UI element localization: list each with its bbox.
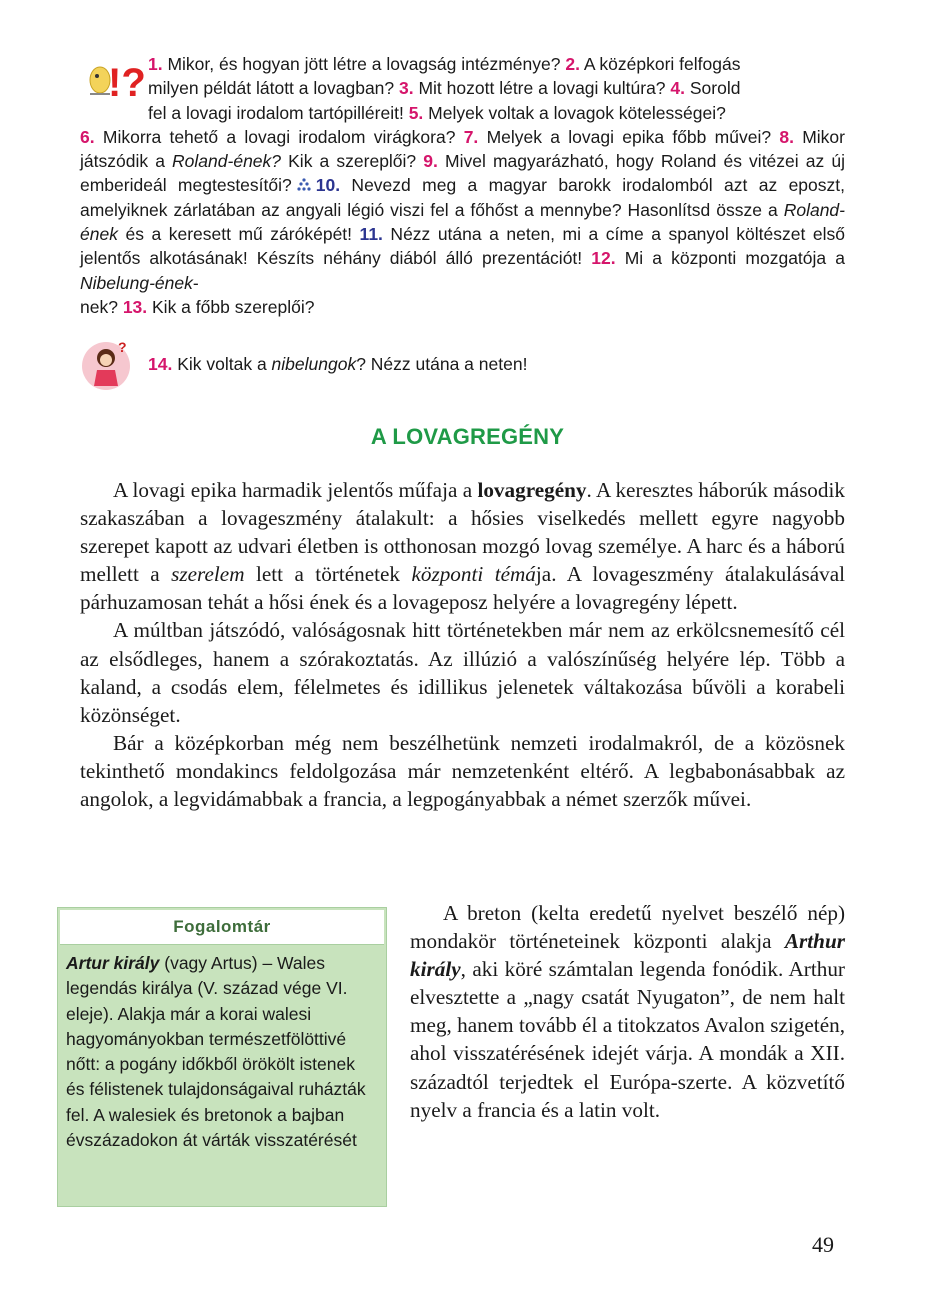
question-text: Nézz utána a neten, mi a címe a spanyol költészet első jelentős alkotásának! Készíts néhány diából álló prezentációt! bbox=[80, 224, 845, 269]
question-text: Mikor, és hogyan jött létre a lovagság intézménye? bbox=[162, 54, 566, 74]
question-text: Kik a főbb szereplői? bbox=[147, 296, 315, 317]
question-text: nek? bbox=[80, 296, 123, 317]
question-text-italic: Roland-ének? bbox=[172, 151, 282, 172]
question-number: 11. bbox=[359, 224, 383, 245]
bold-term: lovagregény bbox=[477, 478, 587, 502]
glossary-term: Artur király bbox=[66, 953, 160, 973]
glossary-title: Fogalomtár bbox=[60, 910, 384, 945]
question-number: 1. bbox=[148, 54, 163, 74]
question-list: 1. Mikor, és hogyan jött létre a lovagság intézménye? 2. A középkori felfogás milyen példát látott a lovagban? 3. Mit hozott létre a lovagi kultúra? 4. Sorold fel a lovagi irodalom tartópilléreit! 5. Melyek voltak a lovagok kötelességei? 6. Mikorra tehető a lovagi irodalom virágkora? 7. Melyek a lovagi epika főbb művei? 8. Mikor játszódik a Roland-ének? Kik a szereplői? 9. Mivel magyarázható, hogy Roland és vitézei az új emberideál megtestesítői? 10. Nevezd meg a magyar barokk irodalomból azt az eposzt, amelyiknek zárlatában az angyali légió viszi fel a főhőst a mennybe? Hasonlítsd össze a Roland-ének és a keresett mű záróképét! 11. Nézz utána a neten, mi a címe a spanyol költészet első jelentős alkotásának! Készíts néhány diából álló prezentációt! 12. Mi a központi mozgatója a Nibelung-ének- nek? 13. Kik a főbb szereplői? bbox=[80, 54, 845, 317]
page-number: 49 bbox=[812, 1232, 834, 1257]
question-text: Mivel magyarázható, hogy Roland és vitézei az új emberideál megtestesítői? bbox=[80, 151, 845, 196]
paragraph bbox=[410, 899, 845, 1124]
question-text: Sorold bbox=[685, 78, 741, 99]
girl-question-icon bbox=[80, 336, 136, 392]
paragraph: A múltban játszódó, valóságosnak hitt történetekben már nem az erkölcsnemesítő cél az elsődleges, hanem a szórakoztatás. Az illúzió a valószínűség helyére lép. Több a kaland, a csodás elem, félelmetes és idillikus jelenetek váltakozása bűvöli a korabeli közönséget. bbox=[80, 618, 845, 727]
question-number: 14. bbox=[148, 354, 173, 374]
paragraph-text: . A keresztes háborúk második szakaszában a lovageszmény átalakult: a hősies viselkedés mellett egyre nagyobb szerepet kapott az udvari életben is otthonosan mozgó lovag személye. A harc és a háború mellett a bbox=[80, 478, 845, 587]
question-text: ? Nézz utána a neten! bbox=[356, 354, 528, 374]
question-number: 4. bbox=[670, 78, 686, 99]
glossary-box bbox=[57, 907, 387, 1207]
question-text-italic: Roland-ének bbox=[80, 199, 845, 245]
paragraph-text: lett a történetek bbox=[244, 562, 412, 587]
question-number: 13. bbox=[122, 296, 148, 317]
italic-term: szerelem bbox=[171, 562, 245, 587]
svg-text:!?: !? bbox=[108, 61, 146, 105]
question-text: Mi a központi mozgatója a bbox=[615, 248, 845, 269]
question-number: 12. bbox=[591, 248, 616, 269]
question-text: Mit hozott létre a lovagi kultúra? bbox=[413, 78, 671, 99]
paragraph-text: A lovagi epika harmadik jelentős műfaja a bbox=[113, 478, 478, 502]
question-number: 8. bbox=[779, 126, 794, 147]
question-text: Melyek voltak a lovagok kötelességei? bbox=[423, 102, 726, 123]
question-text: Melyek a lovagi epika főbb művei? bbox=[478, 126, 772, 147]
svg-text:?: ? bbox=[118, 339, 127, 355]
question-text: fel a lovagi irodalom tartópilléreit! bbox=[148, 102, 409, 123]
question-text: Kik a szereplői? bbox=[281, 151, 424, 172]
question-text: Mikorra tehető a lovagi irodalom virágkora? bbox=[94, 126, 464, 147]
question-number: 3. bbox=[399, 78, 414, 99]
question-text-italic: Nibelung-ének bbox=[80, 272, 193, 293]
paragraph: Bár a középkorban még nem beszélhetünk nemzeti irodalmakról, de a közösnek tekinthető mondakincs feldolgozása már nemzetenként eltérő. A legbabonásabbak az angolok, a legvidámabbak a francia, a legpogányabbak a német szerzők művei. bbox=[80, 730, 845, 812]
question-text: Kik voltak a bbox=[172, 354, 272, 374]
italic-term: központi témá bbox=[411, 562, 536, 587]
paragraph bbox=[80, 476, 845, 616]
question-number: 10. bbox=[315, 175, 341, 196]
question-text: Mikor játszódik a bbox=[80, 126, 845, 172]
question-number: 2. bbox=[565, 54, 580, 74]
question-number: 7. bbox=[463, 126, 479, 147]
glossary-entry bbox=[58, 945, 386, 1153]
question-text: és a keresett mű záróképét! bbox=[117, 224, 353, 245]
question-text: Nevezd meg a magyar barokk irodalomból azt az eposzt, amelyiknek zárlatában az angyali légió viszi fel a főhőst a mennybe? Hasonlítsd össze a bbox=[80, 175, 845, 220]
paragraph-text: ja. A lovageszmény átalakulásával párhuzamosan tehát a hősi ének és a lovageposz helyére a lovagregény lépett. bbox=[80, 562, 845, 615]
question-14 bbox=[148, 354, 527, 375]
paragraph-text: A breton (kelta eredetű nyelvet beszélő nép) mondakör történeteinek központi alakja bbox=[410, 901, 845, 954]
bold-italic-term: Arthur király bbox=[410, 929, 845, 982]
question-number: 5. bbox=[408, 102, 424, 123]
section-title: A LOVAGREGÉNY bbox=[370, 424, 565, 449]
question-text: A középkori felfogás bbox=[579, 54, 741, 74]
body-text bbox=[80, 476, 845, 813]
question-number: 6. bbox=[80, 126, 95, 147]
right-column-text bbox=[410, 899, 845, 1124]
question-text: milyen példát látott a lovagban? bbox=[148, 78, 399, 99]
question-text-italic: nibelungok bbox=[271, 354, 357, 374]
paragraph-text: , aki köré számtalan legenda fonódik. Arthur elvesztette a „nagy csatát Nyugaton”, de nem halt meg, hanem tovább él a titokzatos Avalon szigetén, ahol visszatérésének idejét várja. A mondák a XII. századtól terjedtek el Európa-szerte. A közvetítő nyelv a francia és a latin volt. bbox=[410, 957, 845, 1122]
question-number: 9. bbox=[423, 151, 438, 172]
glossary-definition: (vagy Artus) – Wales legendás királya (V. század vége VI. eleje). Alakja már a korai walesi hagyományokban természetfölöttivé nőtt: a pogány időkből örökölt istenek és félistenek tulajdonságaival ruházták fel. A walesiek és bretonok a bajban évszázadokon át várták visszatérését bbox=[66, 953, 366, 1151]
difficulty-star-icon bbox=[296, 177, 312, 193]
